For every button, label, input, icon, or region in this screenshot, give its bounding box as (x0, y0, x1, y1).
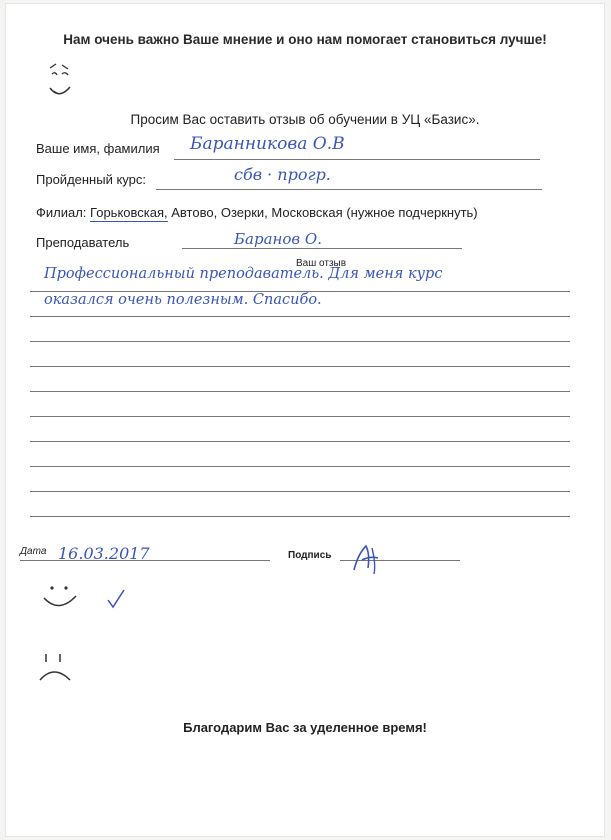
branch-option-gorkovskaya[interactable]: Горьковская, (90, 205, 168, 220)
happy-smiley-icon (40, 582, 130, 618)
review-line (30, 441, 570, 442)
signature-label: Подпись (288, 550, 332, 561)
teacher-line (182, 248, 462, 249)
branch-option-moskovskaya[interactable]: Московская (271, 205, 343, 220)
course-value[interactable]: сбв · прогр. (234, 165, 331, 184)
name-value[interactable]: Баранникова О.В (190, 134, 345, 154)
branch-note: (нужное подчеркнуть) (346, 205, 478, 220)
winking-smiley-icon (42, 60, 82, 106)
review-text-line-2[interactable]: оказался очень полезным. Спасибо. (44, 292, 322, 308)
footer-thanks: Благодарим Вас за уделенное время! (183, 720, 427, 735)
review-text-line-1[interactable]: Профессиональный преподаватель. Для меня курс (44, 266, 443, 282)
branch-option-ozerki[interactable]: Озерки, (220, 205, 268, 220)
review-line (30, 391, 570, 392)
name-line (174, 159, 540, 160)
review-line (30, 366, 570, 367)
branch-option-avtovo[interactable]: Автово, (171, 205, 218, 220)
signature-mark (348, 540, 392, 580)
review-line (30, 516, 570, 517)
teacher-label: Преподаватель (36, 235, 130, 250)
review-label: Ваш отзыв (296, 258, 347, 269)
branch-row (36, 205, 478, 220)
date-label: Дата (20, 546, 47, 557)
review-line (30, 416, 570, 417)
course-label: Пройденный курс: (36, 172, 146, 187)
review-line (30, 316, 570, 317)
name-label: Ваше имя, фамилия (36, 141, 160, 156)
header-title: Нам очень важно Ваше мнение и оно нам помогает становиться лучше! (63, 32, 547, 47)
teacher-value[interactable]: Баранов О. (234, 230, 322, 248)
course-line (156, 189, 542, 190)
review-line (30, 491, 570, 492)
request-text: Просим Вас оставить отзыв об обучении в УЦ «Базис». (130, 112, 480, 127)
feedback-form-page (6, 4, 604, 836)
branch-label: Филиал: (36, 205, 87, 220)
sad-smiley-icon (36, 650, 78, 684)
review-line (30, 466, 570, 467)
date-value[interactable]: 16.03.2017 (58, 544, 150, 563)
review-line (30, 341, 570, 342)
